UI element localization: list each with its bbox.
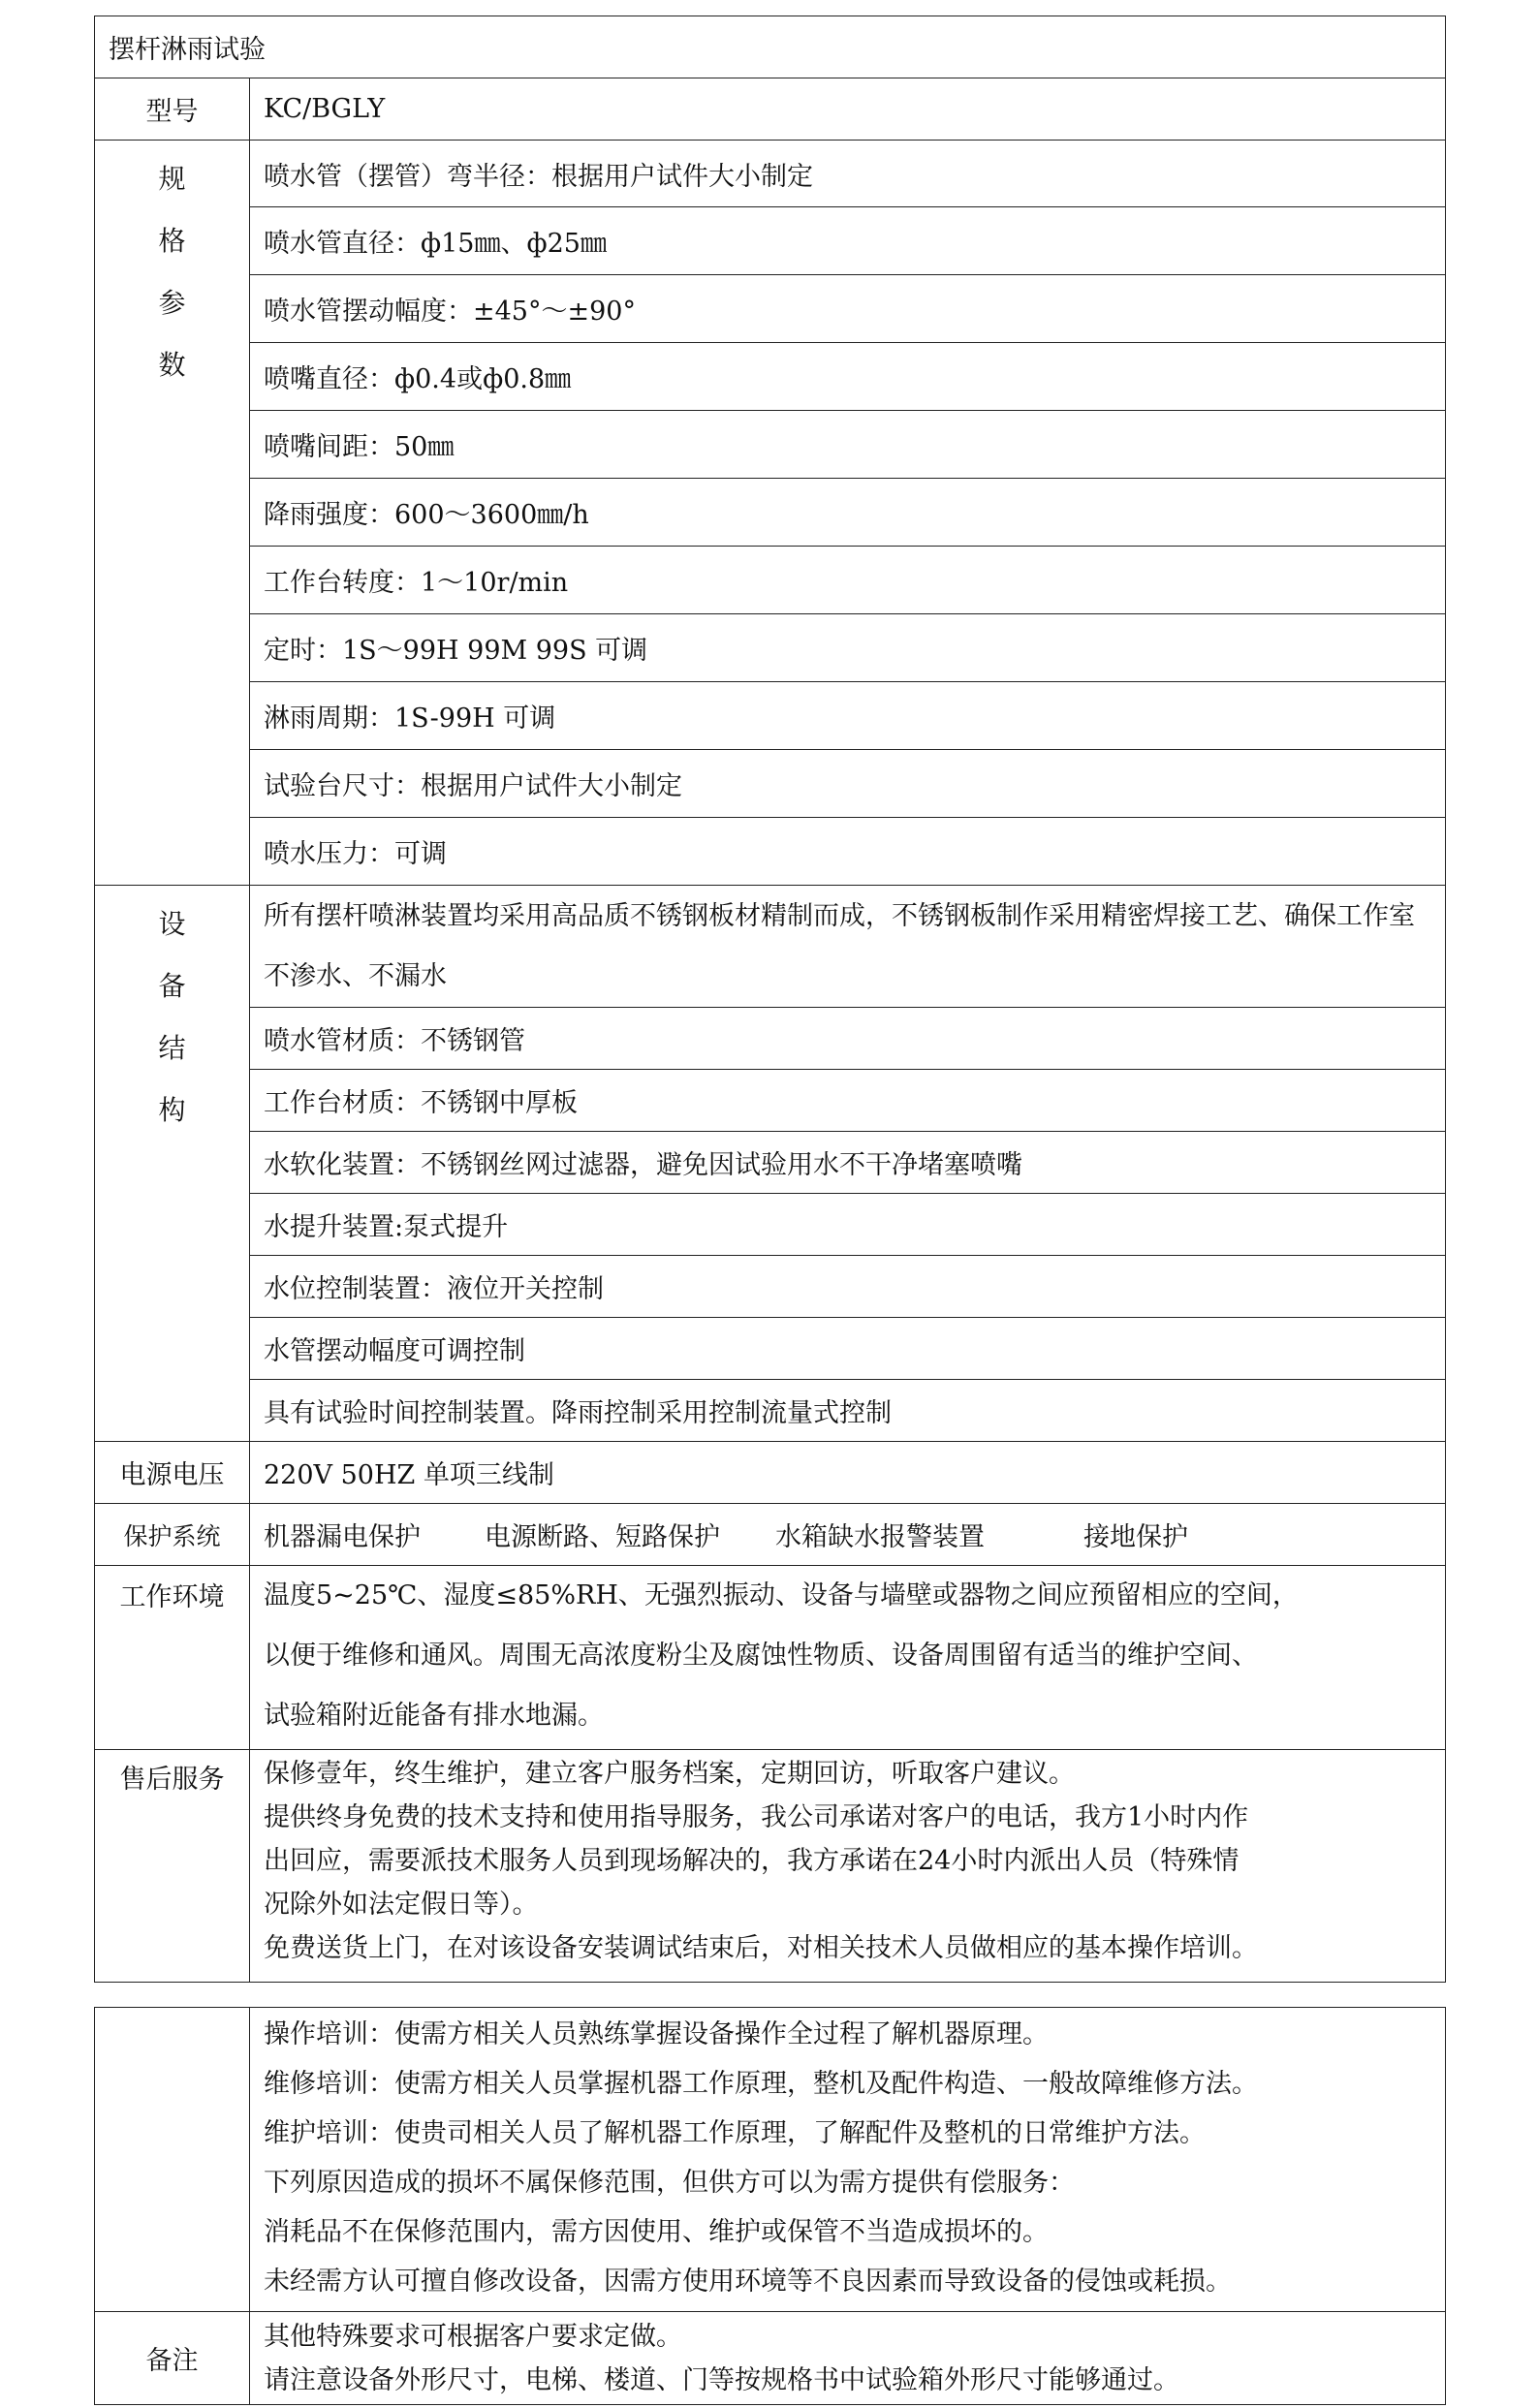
model-value: KC/BGLY: [250, 78, 1446, 141]
structure-row: 水位控制装置：液位开关控制: [250, 1256, 1446, 1318]
specs-label-char: 格: [158, 225, 186, 257]
after-sales-label: 售后服务: [95, 1750, 250, 1983]
protection-items: [250, 1504, 1446, 1566]
structure-row: 喷水管材质：不锈钢管: [250, 1008, 1446, 1070]
environment-text: [250, 1566, 1446, 1750]
protection-item: 电源断路、短路保护: [485, 1522, 720, 1552]
after-sales-line: 免费送货上门，在对该设备安装调试结束后，对相关技术人员做相应的基本操作培训。: [264, 1933, 1258, 1963]
training-line: 下列原因造成的损坏不属保修范围，但供方可以为需方提供有偿服务：: [264, 2168, 1075, 2198]
training-text: [250, 2008, 1446, 2312]
structure-label: [95, 886, 250, 1442]
environment-line: 试验箱附近能备有排水地漏。: [264, 1701, 604, 1731]
protection-label: 保护系统: [95, 1504, 250, 1566]
service-table: [94, 2007, 1446, 2405]
structure-row: 水提升装置:泵式提升: [250, 1194, 1446, 1256]
after-sales-line: 出回应，需要派技术服务人员到现场解决的，我方承诺在24小时内派出人员（特殊情: [264, 1846, 1240, 1876]
specs-label: [95, 141, 250, 886]
protection-item: 水箱缺水报警装置: [775, 1522, 985, 1552]
model-label: 型号: [95, 78, 250, 141]
training-line: 未经需方认可擅自修改设备，因需方使用环境等不良因素而导致设备的侵蚀或耗损。: [264, 2267, 1232, 2297]
spec-row: 喷嘴间距：50㎜: [250, 411, 1446, 479]
training-label-empty: [95, 2008, 250, 2312]
remarks-label: 备注: [95, 2312, 250, 2405]
protection-item: 机器漏电保护: [264, 1522, 421, 1552]
structure-label-char: 设: [158, 908, 186, 940]
training-line: 操作培训：使需方相关人员熟练掌握设备操作全过程了解机器原理。: [264, 2019, 1049, 2049]
training-line: 消耗品不在保修范围内，需方因使用、维护或保管不当造成损坏的。: [264, 2217, 1049, 2247]
structure-label-char: 备: [158, 970, 186, 1002]
structure-row: 水软化装置：不锈钢丝网过滤器，避免因试验用水不干净堵塞喷嘴: [250, 1132, 1446, 1194]
specs-label-char: 参: [158, 287, 186, 319]
spec-table: [94, 16, 1446, 1983]
training-line: 维修培训：使需方相关人员掌握机器工作原理，整机及配件构造、一般故障维修方法。: [264, 2069, 1258, 2099]
structure-row: 工作台材质：不锈钢中厚板: [250, 1070, 1446, 1132]
remarks-line: 其他特殊要求可根据客户要求定做。: [264, 2321, 682, 2352]
environment-label: 工作环境: [95, 1566, 250, 1750]
structure-row: 具有试验时间控制装置。降雨控制采用控制流量式控制: [250, 1380, 1446, 1442]
environment-line: 以便于维修和通风。周围无高浓度粉尘及腐蚀性物质、设备周围留有适当的维护空间、: [264, 1641, 1258, 1671]
remarks-text: [250, 2312, 1446, 2405]
structure-label-char: 构: [158, 1094, 186, 1126]
after-sales-line: 保修壹年，终生维护，建立客户服务档案，定期回访，听取客户建议。: [264, 1759, 1075, 1789]
spec-row: 淋雨周期：1S-99H 可调: [250, 682, 1446, 750]
after-sales-line: 况除外如法定假日等）。: [264, 1890, 539, 1920]
power-value: 220V 50HZ 单项三线制: [250, 1442, 1446, 1504]
spec-row: 喷嘴直径：ф0.4或ф0.8㎜: [250, 343, 1446, 411]
structure-row: 水管摆动幅度可调控制: [250, 1318, 1446, 1380]
remarks-line: 请注意设备外形尺寸，电梯、楼道、门等按规格书中试验箱外形尺寸能够通过。: [264, 2364, 1179, 2395]
specs-label-char: 数: [158, 349, 186, 381]
spec-row: 喷水管（摆管）弯半径：根据用户试件大小制定: [250, 141, 1446, 207]
spec-row: 喷水管直径：ф15㎜、ф25㎜: [250, 207, 1446, 275]
spec-row: 喷水管摆动幅度：±45°～±90°: [250, 275, 1446, 343]
structure-label-char: 结: [158, 1032, 186, 1064]
environment-line: 温度5~25℃、湿度≤85%RH、无强烈振动、设备与墙壁或器物之间应预留相应的空间，: [264, 1580, 1299, 1611]
spec-row: 工作台转度：1～10r/min: [250, 547, 1446, 614]
spec-row: 降雨强度：600～3600㎜/h: [250, 479, 1446, 547]
table-title: 摆杆淋雨试验: [95, 16, 1446, 78]
spec-row: 定时：1S～99H 99M 99S 可调: [250, 614, 1446, 682]
spec-row: 试验台尺寸：根据用户试件大小制定: [250, 750, 1446, 818]
structure-row: 所有摆杆喷淋装置均采用高品质不锈钢板材精制而成，不锈钢板制作采用精密焊接工艺、确保工作室 不渗水、不漏水: [250, 886, 1446, 1008]
training-line: 维护培训：使贵司相关人员了解机器工作原理，了解配件及整机的日常维护方法。: [264, 2118, 1206, 2148]
after-sales-line: 提供终身免费的技术支持和使用指导服务，我公司承诺对客户的电话，我方1小时内作: [264, 1802, 1249, 1832]
specs-label-char: 规: [158, 163, 186, 195]
after-sales-text: [250, 1750, 1446, 1983]
spec-row: 喷水压力：可调: [250, 818, 1446, 886]
power-label: 电源电压: [95, 1442, 250, 1504]
protection-item: 接地保护: [1083, 1522, 1188, 1552]
